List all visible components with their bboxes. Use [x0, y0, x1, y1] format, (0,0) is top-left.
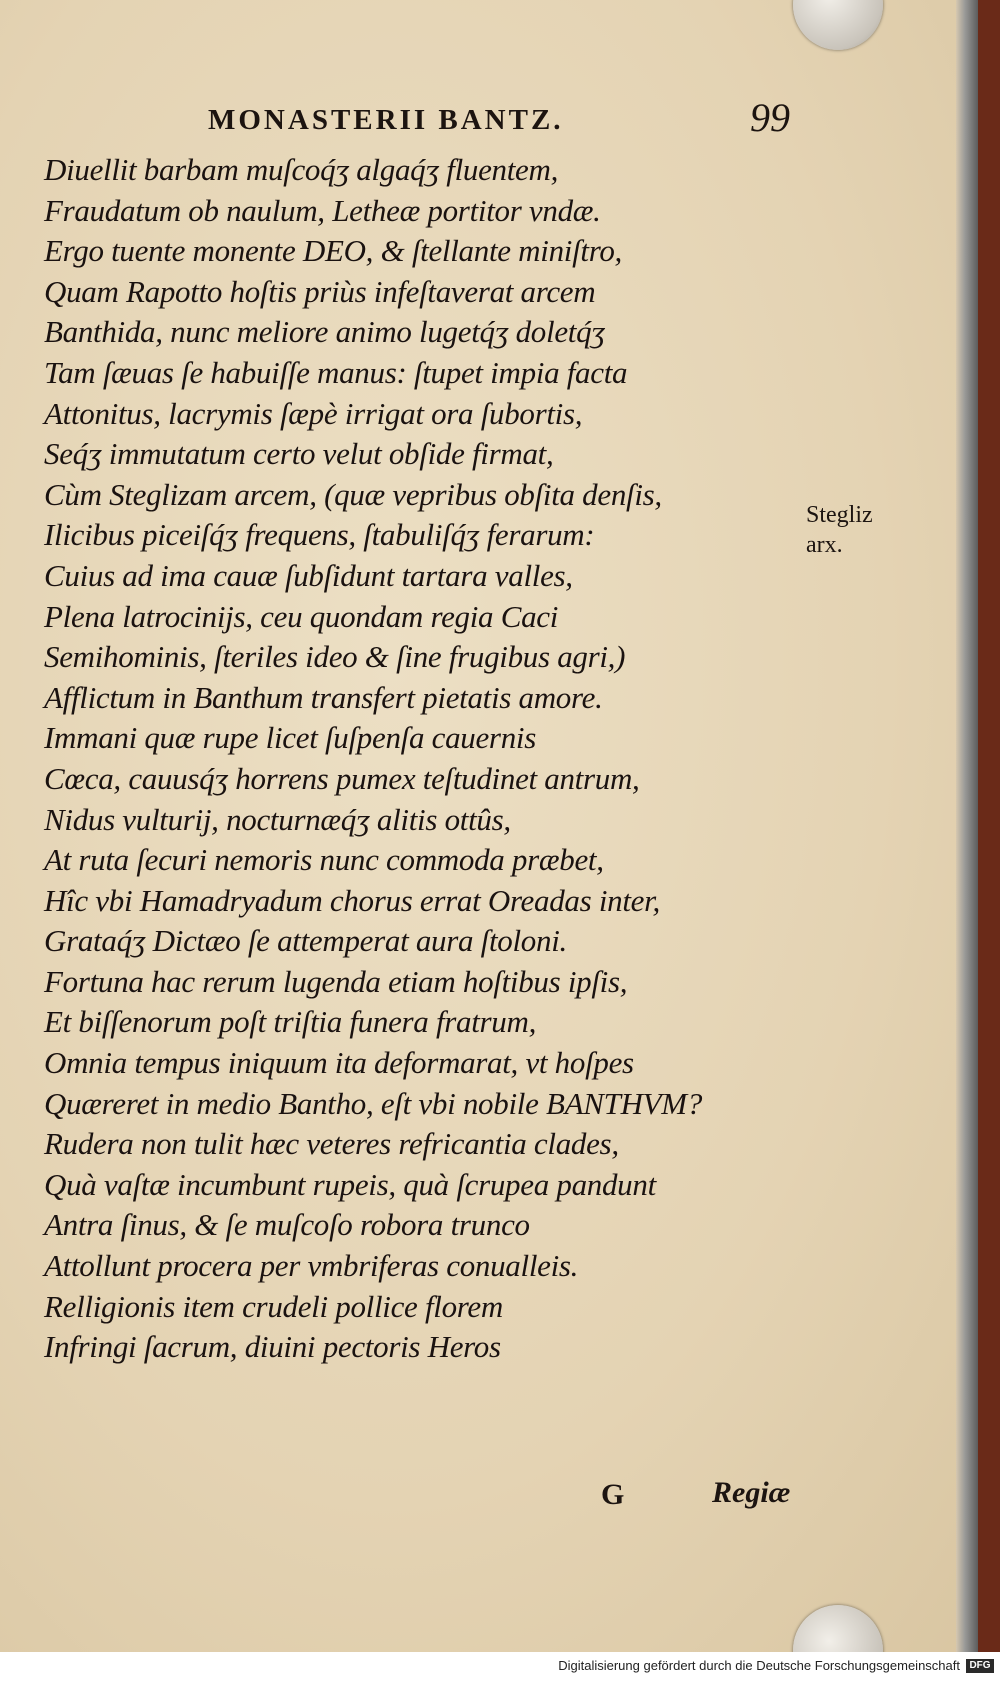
show-through-text	[775, 140, 975, 1440]
verse-line: Plena latrocinijs, ceu quondam regia Caci	[44, 598, 559, 634]
verse-line: Ilicibus piceiſq́ʒ frequens, ſtabuliſq́ʒ ferarum:	[44, 517, 595, 553]
verse-line: Omnia tempus iniquum ita deformarat, vt hoſpes	[44, 1045, 634, 1081]
verse-line: Seq́ʒ immutatum certo velut obſide firmat,	[44, 436, 554, 472]
verse-line: Diuellit barbam muſcoq́ʒ algaq́ʒ fluentem,	[44, 152, 559, 187]
verse-line: Semihominis, ſteriles ideo & ſine frugibus agri,)	[44, 639, 626, 675]
book-clip-bottom	[793, 1605, 883, 1652]
catchword: Regiæ	[712, 1476, 791, 1509]
verse-line: Antra ſinus, & ſe muſcoſo robora trunco	[44, 1207, 530, 1243]
verse-line: Ergo tuente monente DEO, & ſtellante miniſtro,	[44, 233, 622, 269]
marginal-note-line: arx.	[806, 532, 843, 558]
page-number: 99	[750, 95, 790, 140]
verse-line: Infringi ſacrum, diuini pectoris Heros	[44, 1329, 501, 1365]
marginal-note-line: Stegliz	[806, 502, 873, 528]
verse-block	[44, 150, 764, 1368]
verse-line: Cuius ad ima cauæ ſubſidunt tartara valles,	[44, 557, 573, 593]
verse-line: Fortuna hac rerum lugenda etiam hoſtibus ipſis,	[44, 963, 628, 999]
verse-line: Attollunt procera per vmbriferas conualleis.	[44, 1248, 579, 1284]
running-head: MONASTERII BANTZ.	[208, 104, 564, 136]
verse-line: Quà vaſtæ incumbunt rupeis, quà ſcrupea pandunt	[44, 1166, 656, 1202]
dfg-logo: DFG	[966, 1659, 994, 1673]
verse-line: Nidus vulturij, nocturnæq́ʒ alitis ottûs,	[44, 801, 511, 837]
verse-line: Grataq́ʒ Dictæo ſe attemperat aura ſtoloni.	[44, 923, 567, 959]
verse-line: Relligionis item crudeli pollice florem	[44, 1288, 503, 1324]
verse-line: At ruta ſecuri nemoris nunc commoda præbet,	[44, 842, 604, 878]
footer-credit: Digitalisierung gefördert durch die Deutsche Forschungsgemeinschaft	[558, 1658, 960, 1673]
verse-line: Tam ſæuas ſe habuiſſe manus: ſtupet impia facta	[44, 354, 628, 390]
book-clip-top	[793, 0, 883, 50]
verse-line: Quam Rapotto hoſtis priùs infeſtaverat arcem	[44, 273, 596, 309]
verse-line: Fraudatum ob naulum, Letheæ portitor vndæ.	[44, 192, 601, 228]
verse-line: Attonitus, lacrymis ſæpè irrigat ora ſubortis,	[44, 395, 583, 431]
verse-line: Immani quæ rupe licet ſuſpenſa cauernis	[44, 720, 536, 756]
verse-line: Afflictum in Banthum transfert pietatis amore.	[44, 679, 603, 715]
verse-line: Cœca, cauusq́ʒ horrens pumex teſtudinet antrum,	[44, 760, 640, 796]
verse-line: Et biſſenorum poſt triſtia funera fratrum,	[44, 1004, 537, 1040]
digitization-footer	[0, 1652, 1000, 1681]
marginal-note	[806, 500, 873, 560]
verse-line: Cùm Steglizam arcem, (quæ vepribus obſita denſis,	[44, 476, 662, 512]
signature-mark: G	[601, 1478, 625, 1511]
verse-line: Hîc vbi Hamadryadum chorus errat Oreadas inter,	[44, 882, 660, 918]
verse-line: Quæreret in medio Bantho, eſt vbi nobile BANTHVM?	[44, 1085, 703, 1121]
verse-line: Rudera non tulit hæc veteres refricantia clades,	[44, 1126, 619, 1162]
verse-line: Banthida, nunc meliore animo lugetq́ʒ doletq́ʒ	[44, 314, 605, 350]
